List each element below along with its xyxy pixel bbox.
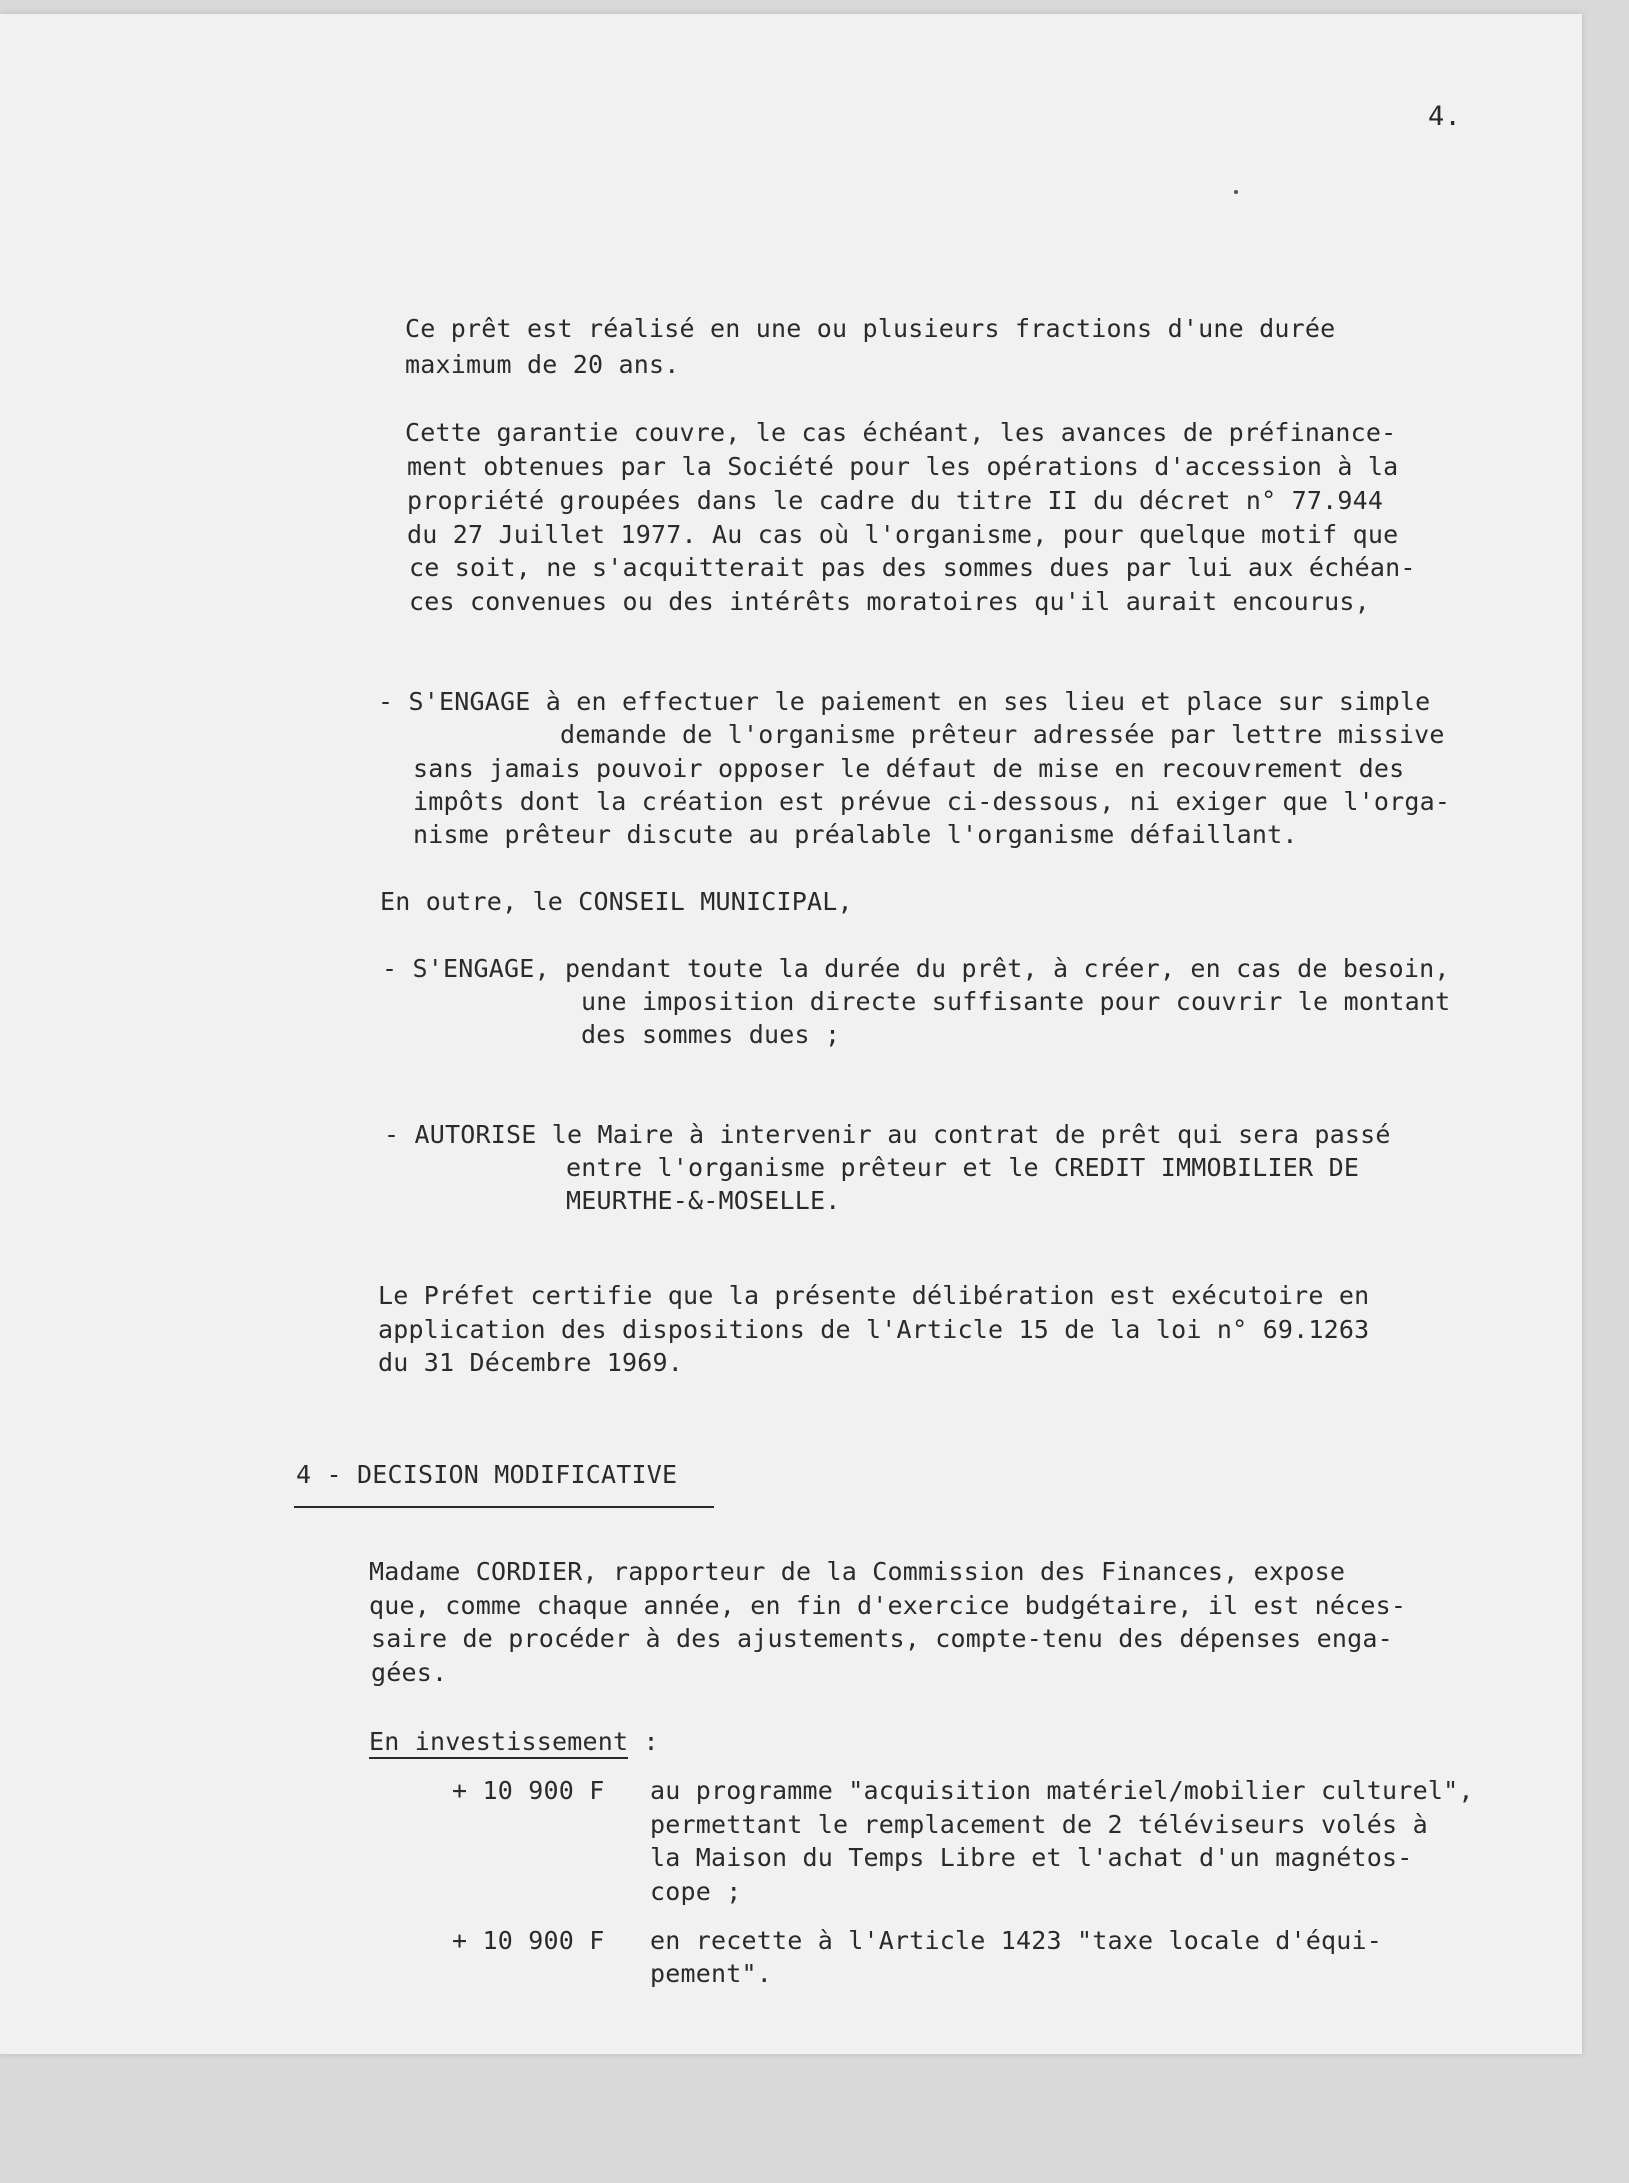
document-page (0, 14, 1582, 2054)
engage1-line-1: - S'ENGAGE à en effectuer le paiement en ses lieu et place sur simple (378, 687, 1431, 716)
intro-line-2: que, comme chaque année, en fin d'exercice budgétaire, il est néces- (369, 1591, 1407, 1620)
para2-line-2: ment obtenues par la Société pour les opérations d'accession à la (407, 452, 1399, 481)
investissement-heading (369, 1725, 659, 1759)
page-number: 4. (1428, 101, 1461, 132)
autorise-line-2: entre l'organisme prêteur et le CREDIT IMMOBILIER DE (566, 1153, 1360, 1182)
item-1-line-3: la Maison du Temps Libre et l'achat d'un magnétos- (650, 1843, 1413, 1872)
item-1-line-4: cope ; (650, 1877, 742, 1906)
autorise-line-3: MEURTHE-&-MOSELLE. (566, 1186, 841, 1215)
intro-line-1: Madame CORDIER, rapporteur de la Commission des Finances, expose (369, 1557, 1346, 1586)
investissement-colon: : (628, 1727, 659, 1756)
engage1-line-3: sans jamais pouvoir opposer le défaut de mise en recouvrement des (413, 754, 1405, 783)
investissement-label: En investissement (369, 1727, 628, 1759)
engage1-line-2: demande de l'organisme prêteur adressée par lettre missive (560, 720, 1445, 749)
para2-line-6: ces convenues ou des intérêts moratoires qu'il aurait encourus, (409, 587, 1370, 616)
prefet-line-3: du 31 Décembre 1969. (378, 1348, 684, 1377)
para2-line-5: ce soit, ne s'acquitterait pas des sommes dues par lui aux échéan- (409, 553, 1416, 582)
prefet-line-2: application des dispositions de l'Article 15 de la loi n° 69.1263 (378, 1315, 1370, 1344)
engage2-line-3: des sommes dues ; (581, 1020, 841, 1049)
en-outre-line: En outre, le CONSEIL MUNICIPAL, (380, 887, 853, 916)
item-2-line-2: pement". (650, 1959, 773, 1988)
item-2-amount: + 10 900 F (452, 1926, 605, 1955)
para1-line-2: maximum de 20 ans. (405, 350, 680, 379)
engage1-line-4: impôts dont la création est prévue ci-dessous, ni exiger que l'orga- (413, 787, 1451, 816)
paper-speck (1234, 190, 1238, 194)
item-1-line-2: permettant le remplacement de 2 téléviseurs volés à (650, 1810, 1428, 1839)
item-1-amount: + 10 900 F (452, 1776, 605, 1805)
intro-line-4: gées. (371, 1658, 448, 1687)
section-heading: 4 - DECISION MODIFICATIVE (296, 1460, 678, 1489)
engage1-line-5: nisme prêteur discute au préalable l'organisme défaillant. (413, 820, 1298, 849)
engage2-line-2: une imposition directe suffisante pour couvrir le montant (581, 987, 1451, 1016)
item-2-line-1: en recette à l'Article 1423 "taxe locale d'équi- (650, 1926, 1383, 1955)
prefet-line-1: Le Préfet certifie que la présente délibération est exécutoire en (378, 1281, 1370, 1310)
para2-line-1: Cette garantie couvre, le cas échéant, les avances de préfinance- (405, 418, 1397, 447)
heading-underline (294, 1506, 714, 1508)
item-1-line-1: au programme "acquisition matériel/mobilier culturel", (650, 1776, 1474, 1805)
engage2-line-1: - S'ENGAGE, pendant toute la durée du prêt, à créer, en cas de besoin, (382, 954, 1450, 983)
para1-line-1: Ce prêt est réalisé en une ou plusieurs fractions d'une durée (405, 314, 1336, 343)
para2-line-4: du 27 Juillet 1977. Au cas où l'organisme, pour quelque motif que (407, 520, 1399, 549)
para2-line-3: propriété groupées dans le cadre du titre II du décret n° 77.944 (407, 486, 1384, 515)
intro-line-3: saire de procéder à des ajustements, compte-tenu des dépenses enga- (371, 1624, 1393, 1653)
autorise-line-1: - AUTORISE le Maire à intervenir au contrat de prêt qui sera passé (384, 1120, 1391, 1149)
